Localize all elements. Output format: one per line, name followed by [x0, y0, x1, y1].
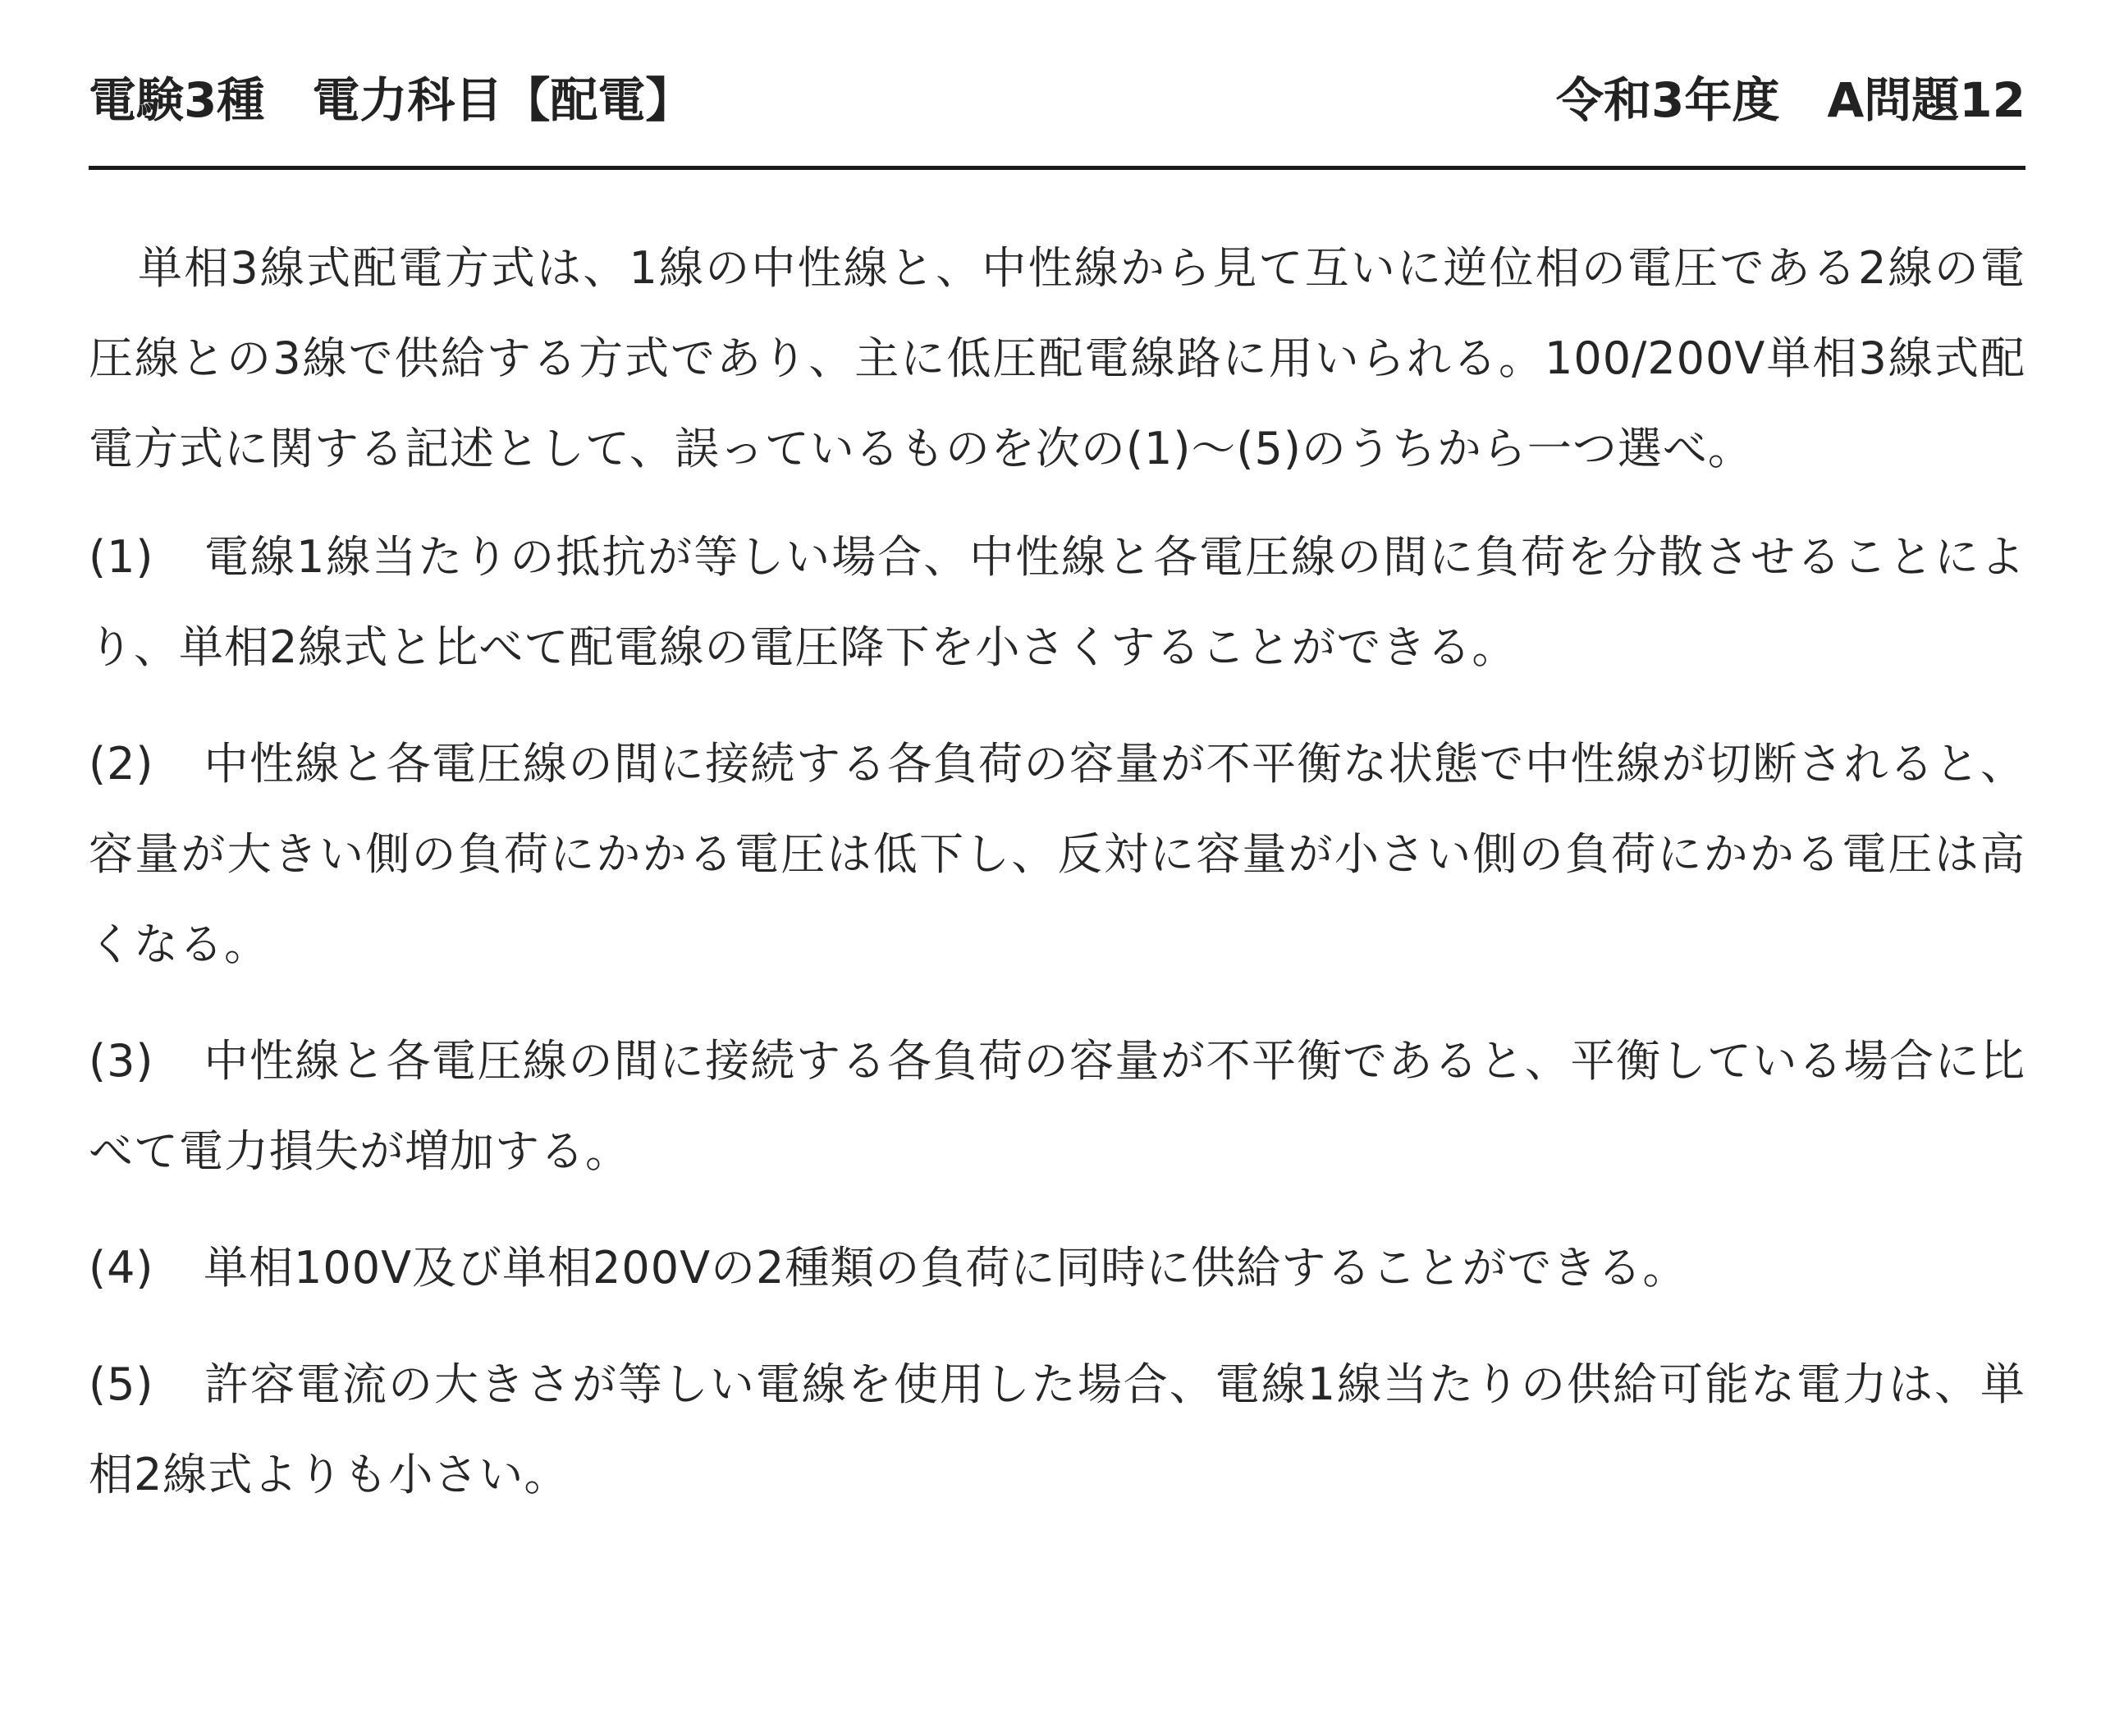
choice-number: (3) [89, 1035, 154, 1087]
question-content [89, 223, 2025, 1546]
choice-text: 許容電流の大きさが等しい電線を使用した場合、電線1線当たりの供給可能な電力は、単相2線式よりも小さい。 [89, 1358, 2025, 1500]
choice-number: (5) [89, 1358, 154, 1410]
choice-text: 単相100V及び単相200Vの2種類の負荷に同時に供給することができる。 [204, 1242, 1688, 1294]
choice-text: 中性線と各電圧線の間に接続する各負荷の容量が不平衡であると、平衡している場合に比べて電力損失が増加する。 [89, 1035, 2025, 1177]
choice-4 [89, 1223, 2025, 1313]
document-page [89, 0, 2025, 1736]
choice-text: 中性線と各電圧線の間に接続する各負荷の容量が不平衡な状態で中性線が切断されると、容量が大きい側の負荷にかかる電圧は低下し、反対に容量が小さい側の負荷にかかる電圧は高くなる。 [89, 738, 2025, 970]
choice-1 [89, 512, 2025, 693]
choice-number: (1) [89, 531, 154, 583]
choice-number: (4) [89, 1242, 154, 1294]
exam-reference: 令和3年度 A問題12 [1556, 72, 2025, 128]
question-text: 単相3線式配電方式は、1線の中性線と、中性線から見て互いに逆位相の電圧である2線の電圧線との3線で供給する方式であり、主に低圧配電線路に用いられる。100/200V単相3線式配電方式に関する記述として、誤っているものを次の(1)～(5)のうちから一つ選べ。 [89, 242, 2025, 474]
header-divider [89, 166, 2025, 170]
choice-number: (2) [89, 738, 154, 790]
choice-text: 電線1線当たりの抵抗が等しい場合、中性線と各電圧線の間に負荷を分散させることにより、単相2線式と比べて配電線の電圧降下を小さくすることができる。 [89, 531, 2025, 673]
page-title: 電験3種 電力科目【配電】 [89, 72, 693, 128]
choice-3 [89, 1016, 2025, 1197]
page-header [89, 59, 2025, 133]
choice-5 [89, 1340, 2025, 1520]
choice-2 [89, 719, 2025, 990]
